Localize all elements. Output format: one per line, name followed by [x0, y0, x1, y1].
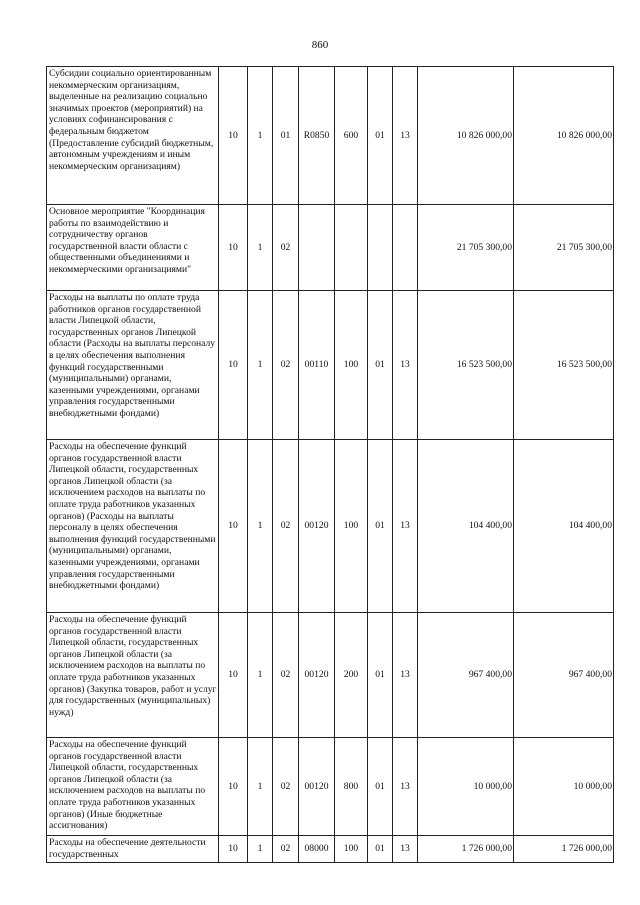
code-cell: 1 — [248, 836, 273, 863]
code-cell: 1 — [248, 440, 273, 613]
code-cell: 10 — [219, 836, 248, 863]
code-cell: 01 — [368, 440, 393, 613]
amount-cell: 10 000,00 — [514, 738, 614, 836]
budget-table — [46, 66, 614, 863]
code-cell: 00120 — [299, 738, 335, 836]
code-cell: 1 — [248, 613, 273, 738]
page-number: 860 — [311, 39, 329, 51]
code-cell: 02 — [273, 440, 299, 613]
code-cell: 100 — [335, 291, 368, 440]
amount-cell: 16 523 500,00 — [418, 291, 514, 440]
code-cell: 01 — [368, 291, 393, 440]
code-cell: 600 — [335, 67, 368, 205]
code-cell: 13 — [393, 836, 418, 863]
code-cell: 13 — [393, 440, 418, 613]
amount-cell: 1 726 000,00 — [514, 836, 614, 863]
code-cell: 1 — [248, 291, 273, 440]
code-cell: 02 — [273, 291, 299, 440]
amount-cell: 104 400,00 — [514, 440, 614, 613]
amount-cell: 10 000,00 — [418, 738, 514, 836]
code-cell: 02 — [273, 205, 299, 291]
code-cell: 10 — [219, 613, 248, 738]
code-cell — [393, 205, 418, 291]
code-cell: 01 — [368, 67, 393, 205]
expense-name-cell — [47, 836, 219, 863]
amount-cell: 21 705 300,00 — [514, 205, 614, 291]
code-cell: 01 — [368, 613, 393, 738]
amount-cell: 967 400,00 — [418, 613, 514, 738]
code-cell: 1 — [248, 738, 273, 836]
code-cell: 13 — [393, 67, 418, 205]
code-cell: 02 — [273, 836, 299, 863]
code-cell: R0850 — [299, 67, 335, 205]
expense-name-cell: Основное мероприятие "Координация работы по взаимодействию и сотрудничеству органов государственной власти области с общественными объединениями и некоммерческими организациями" — [47, 205, 219, 291]
code-cell: 00120 — [299, 440, 335, 613]
table-row — [47, 291, 614, 440]
code-cell: 00110 — [299, 291, 335, 440]
code-cell: 13 — [393, 738, 418, 836]
expense-name-cell: Субсидии социально ориентированным некоммерческим организациям, выделенные на реализацию социально значимых проектов (мероприятий) на условиях софинансирования с федеральным бюджетом (Предоставление субсидий бюджетным, автономным учреждениям и иным некоммерческим организациям) — [47, 67, 219, 205]
code-cell: 10 — [219, 67, 248, 205]
table-row — [47, 836, 614, 863]
code-cell: 10 — [219, 291, 248, 440]
amount-cell: 104 400,00 — [418, 440, 514, 613]
code-cell: 100 — [335, 440, 368, 613]
code-cell: 01 — [273, 67, 299, 205]
table-row — [47, 613, 614, 738]
code-cell: 13 — [393, 291, 418, 440]
code-cell: 1 — [248, 67, 273, 205]
code-cell: 800 — [335, 738, 368, 836]
expense-name-cell: Расходы на обеспечение функций органов государственной власти Липецкой области, государственных органов Липецкой области (за исключением расходов на выплаты по оплате труда работников указанных органов) (Расходы на выплаты персоналу в целях обеспечения выполнения функций государственными (муниципальными) органами, казенными учреждениями, органами управления государственными внебюджетными фондами) — [47, 440, 219, 613]
table-row — [47, 205, 614, 291]
code-cell: 02 — [273, 613, 299, 738]
amount-cell: 21 705 300,00 — [418, 205, 514, 291]
code-cell — [335, 205, 368, 291]
amount-cell: 16 523 500,00 — [514, 291, 614, 440]
code-cell: 100 — [335, 836, 368, 863]
code-cell: 13 — [393, 613, 418, 738]
amount-cell: 10 826 000,00 — [418, 67, 514, 205]
expense-name-cell: Расходы на выплаты по оплате труда работников органов государственной власти Липецкой области, государственных органов Липецкой области (Расходы на выплаты персоналу в целях обеспечения выполнения функций государственными (муниципальными) органами, казенными учреждениями, органами управления государственными внебюджетными фондами) — [47, 291, 219, 440]
amount-cell: 10 826 000,00 — [514, 67, 614, 205]
code-cell: 01 — [368, 738, 393, 836]
code-cell: 200 — [335, 613, 368, 738]
code-cell: 1 — [248, 205, 273, 291]
code-cell: 08000 — [299, 836, 335, 863]
amount-cell: 967 400,00 — [514, 613, 614, 738]
code-cell: 10 — [219, 738, 248, 836]
code-cell: 02 — [273, 738, 299, 836]
code-cell — [299, 205, 335, 291]
expense-name-text: Расходы на обеспечение деятельности государственных — [49, 837, 206, 860]
code-cell — [368, 205, 393, 291]
expense-name-cell: Расходы на обеспечение функций органов государственной власти Липецкой области, государственных органов Липецкой области (за исключением расходов на выплаты по оплате труда работников указанных органов) (Иные бюджетные ассигнования) — [47, 738, 219, 836]
expense-name-cell: Расходы на обеспечение функций органов государственной власти Липецкой области, государственных органов Липецкой области (за исключением расходов на выплаты по оплате труда работников указанных органов) (Закупка товаров, работ и услуг для государственных (муниципальных) нужд) — [47, 613, 219, 738]
amount-cell: 1 726 000,00 — [418, 836, 514, 863]
table-row — [47, 440, 614, 613]
code-cell: 10 — [219, 205, 248, 291]
code-cell: 10 — [219, 440, 248, 613]
code-cell: 01 — [368, 836, 393, 863]
table-row — [47, 67, 614, 205]
table-row — [47, 738, 614, 836]
code-cell: 00120 — [299, 613, 335, 738]
